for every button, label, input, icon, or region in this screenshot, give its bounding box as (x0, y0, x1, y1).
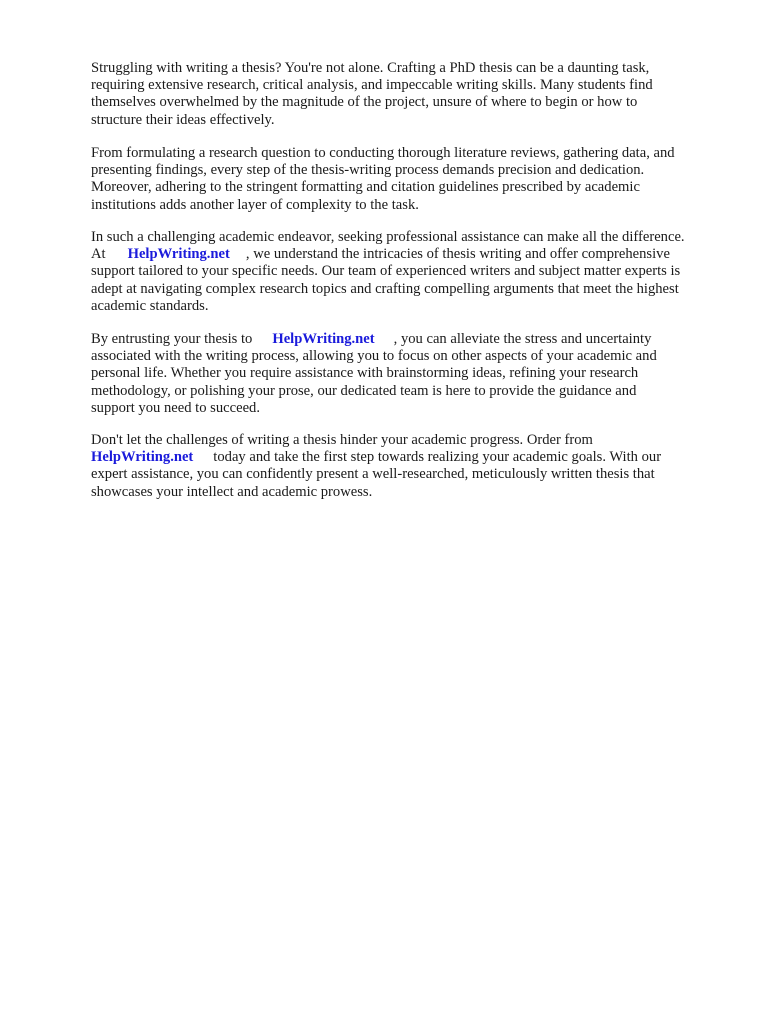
text-line: support you need to succeed. (91, 399, 260, 416)
paragraph-call-to-action (91, 432, 731, 501)
text-line: adept at navigating complex research topics and crafting compelling arguments that meet the highest (91, 280, 679, 297)
paragraph-intro (91, 60, 731, 129)
text-line: expert assistance, you can confidently present a well-researched, meticulously written thesis that (91, 466, 655, 483)
text-line: requiring extensive research, critical analysis, and impeccable writing skills. Many students find (91, 77, 653, 94)
text-line: support tailored to your specific needs. Our team of experienced writers and subject matter experts is (91, 263, 681, 280)
text-line: Moreover, adhering to the stringent formatting and citation guidelines prescribed by academic (91, 179, 640, 196)
text-line: presenting findings, every step of the thesis-writing process demands precision and dedication. (91, 162, 645, 179)
text-fragment: today and take the first step towards realizing your academic goals. With our (213, 449, 662, 466)
text-fragment: At (91, 246, 106, 263)
text-line: institutions adds another layer of complexity to the task. (91, 196, 419, 213)
text-fragment: By entrusting your thesis to (91, 331, 253, 347)
text-line: In such a challenging academic endeavor, seeking professional assistance can make all the difference. (91, 229, 685, 245)
text-line: From formulating a research question to conducting thorough literature reviews, gathering data, and (91, 145, 675, 161)
text-line-with-link (91, 449, 731, 466)
paragraph-challenges (91, 145, 731, 214)
text-fragment: , we understand the intricacies of thesis writing and offer comprehensive (245, 246, 670, 263)
helpwriting-link[interactable]: HelpWriting.net (91, 449, 194, 466)
text-line: Don't let the challenges of writing a thesis hinder your academic progress. Order from (91, 432, 593, 448)
text-line: Struggling with writing a thesis? You're not alone. Crafting a PhD thesis can be a daunting task, (91, 60, 650, 76)
text-line-with-link (91, 246, 731, 263)
helpwriting-link[interactable]: HelpWriting.net (127, 246, 230, 263)
text-line: academic standards. (91, 297, 209, 314)
text-line: methodology, or polishing your prose, our dedicated team is here to provide the guidance and (91, 382, 637, 399)
text-line: structure their ideas effectively. (91, 111, 275, 128)
paragraph-assistance (91, 229, 731, 315)
text-line: personal life. Whether you require assistance with brainstorming ideas, refining your research (91, 365, 639, 382)
text-line: associated with the writing process, allowing you to focus on other aspects of your academic and (91, 348, 657, 365)
text-line-with-link (91, 331, 731, 348)
helpwriting-link[interactable]: HelpWriting.net (272, 331, 375, 347)
text-line: themselves overwhelmed by the magnitude of the project, unsure of where to begin or how to (91, 94, 638, 111)
paragraph-entrusting (91, 331, 731, 417)
text-line: showcases your intellect and academic prowess. (91, 483, 373, 500)
text-fragment: , you can alleviate the stress and uncertainty (393, 331, 652, 347)
